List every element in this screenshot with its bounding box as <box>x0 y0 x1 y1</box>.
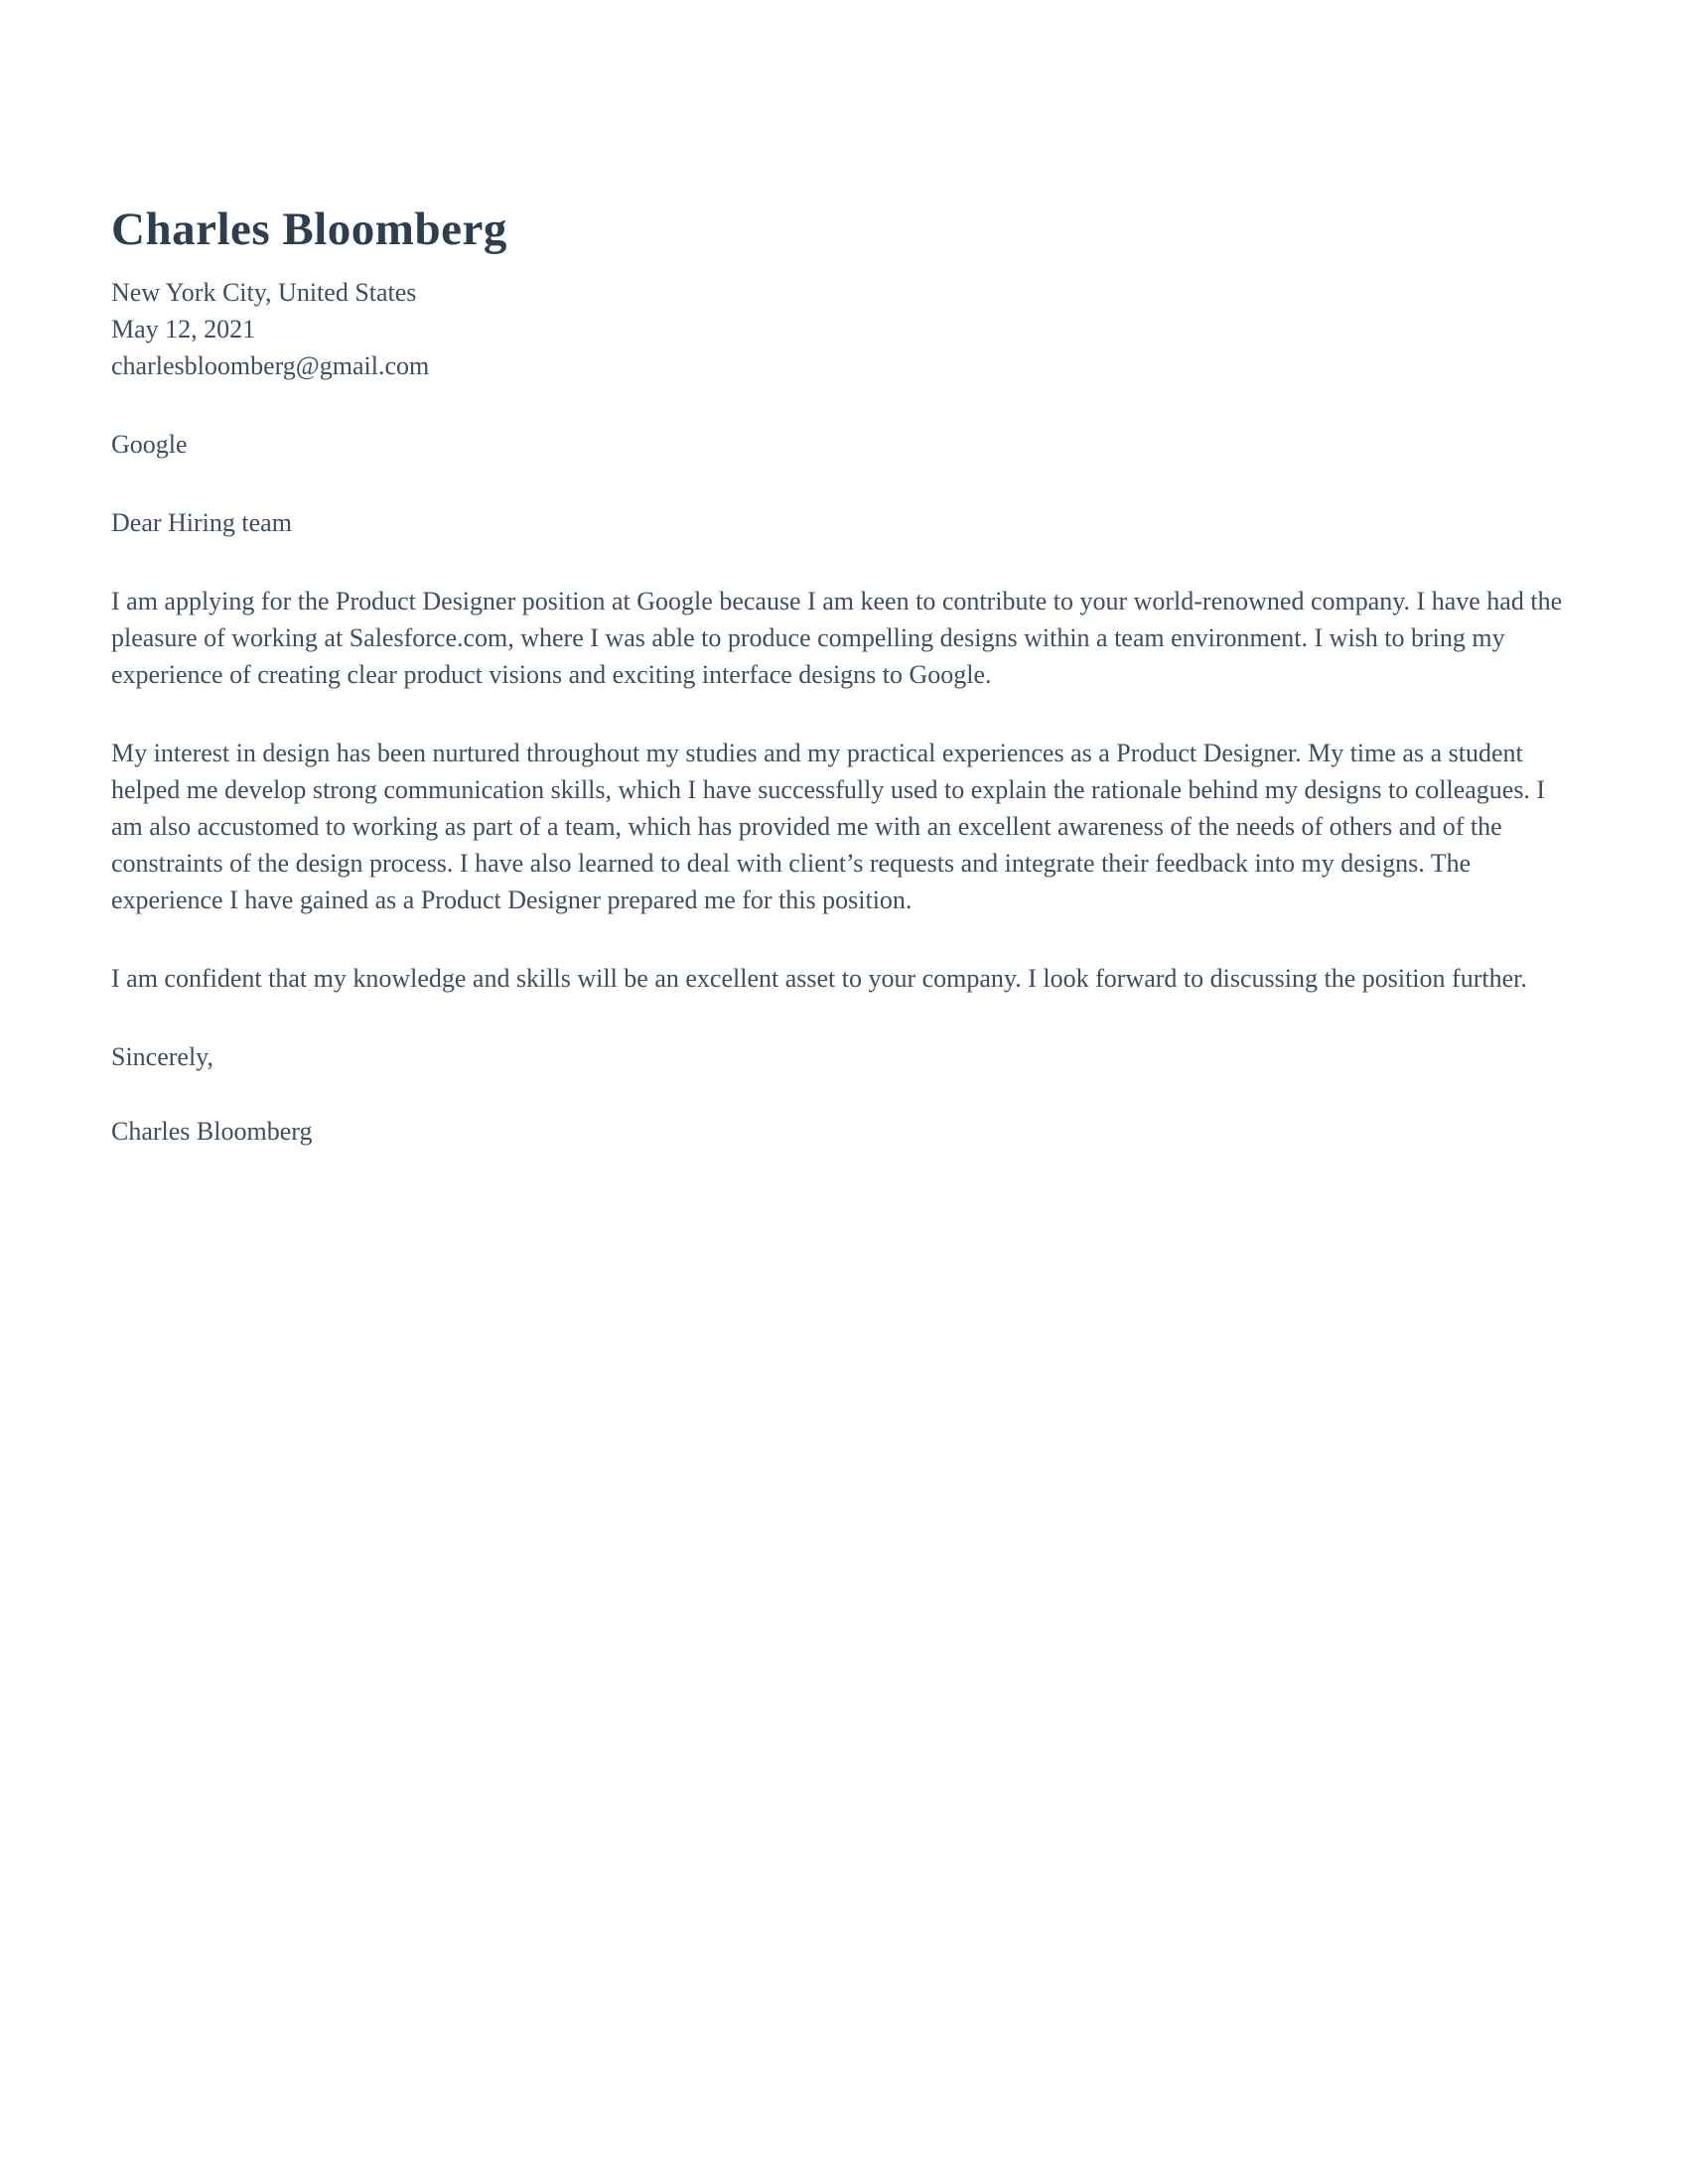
sender-email: charlesbloomberg@gmail.com <box>111 350 430 380</box>
letter-date: May 12, 2021 <box>111 314 256 343</box>
signature-name: Charles Bloomberg <box>111 1116 313 1146</box>
letter-header <box>111 205 1577 384</box>
body-paragraph-3: I am confident that my knowledge and skills will be an excellent asset to your company. I look forward to discussing the position further. <box>111 963 1527 993</box>
sender-location: New York City, United States <box>111 277 417 307</box>
body-paragraph-2: My interest in design has been nurtured throughout my studies and my practical experiences as a Product Designer. My time as a student helped me develop strong communication skills, which I have successfully used to explain the rationale behind my designs to colleagues. I am also accustomed to working as part of a team, which has provided me with an excellent awareness of the needs of others and of the constraints of the design process. I have also learned to deal with client’s requests and integrate their feedback into my designs. The experience I have gained as a Product Designer prepared me for this position. <box>111 738 1546 914</box>
salutation: Dear Hiring team <box>111 507 292 537</box>
recipient-company: Google <box>111 429 188 459</box>
body-paragraph-1: I am applying for the Product Designer position at Google because I am keen to contribute to your world-renowned company. I have had the pleasure of working at Salesforce.com, where I was able to produce compelling designs within a team environment. I wish to bring my experience of creating clear product visions and exciting interface designs to Google. <box>111 586 1563 689</box>
sender-name-heading: Charles Bloomberg <box>111 204 507 255</box>
closing-valediction: Sincerely, <box>111 1041 213 1071</box>
sender-contact-block <box>111 274 1577 384</box>
